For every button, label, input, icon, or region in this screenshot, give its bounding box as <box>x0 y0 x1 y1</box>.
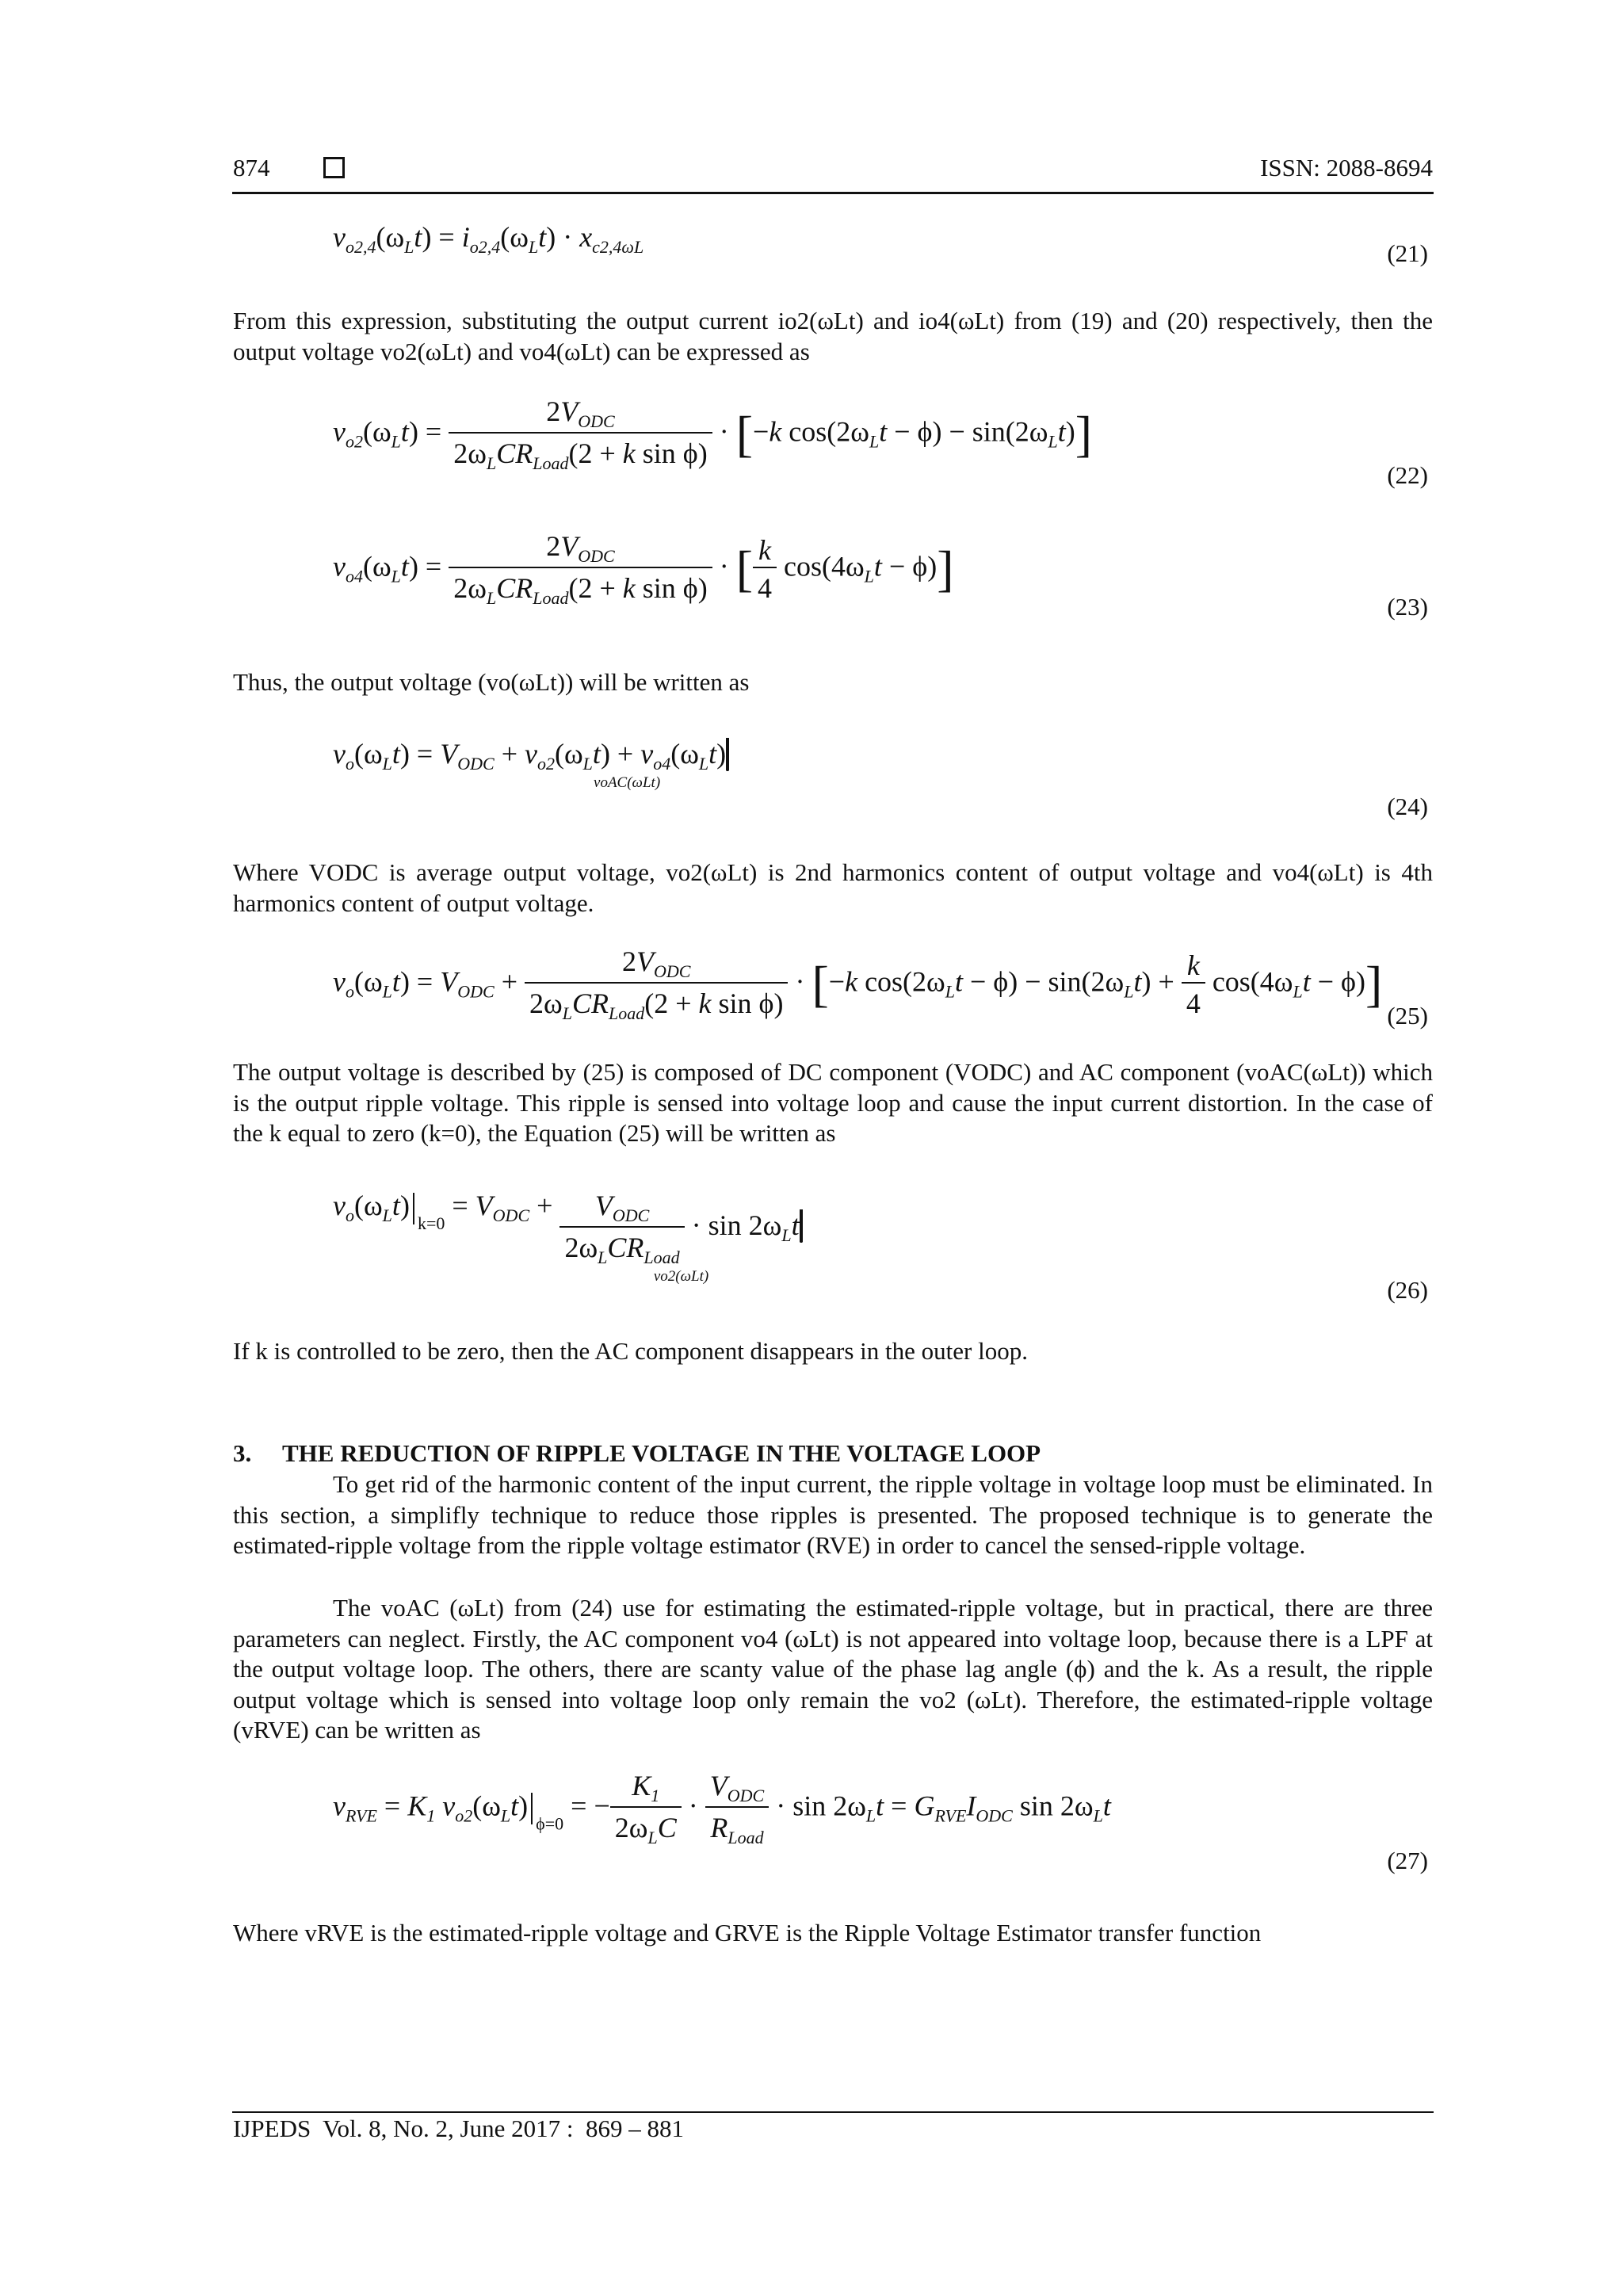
paragraph: The voAC (ωLt) from (24) use for estimating the estimated-ripple voltage, but in practical, there are three parameters can neglect. Firstly, the AC component vo4 (ωLt) is not appeared into voltage loop, because there is a LPF at the output voltage loop. The others, there are scanty value of the phase lag angle (ϕ) and the k. As a result, the ripple output voltage which is sensed into voltage loop only remain the vo2 (ωLt). Therefore, the estimated-ripple voltage (vRVE) can be written as <box>233 1594 1433 1744</box>
equation-27: $v_{RVE} = K_1$ $v_{o2}(\omega_Lt)_{\phi=0}$ = − $\frac{K_1}{2\omega_LC}$ · $\frac{V_{ODC}}{R_{Load}}$ · $\sin 2\omega_Lt = G_{RVE}I_{ODC}$ $\sin 2\omega_Lt$ <box>333 1770 1111 1847</box>
header-square-icon <box>323 157 345 178</box>
equation-number: (23) <box>1387 593 1428 621</box>
equation-number: (26) <box>1387 1276 1428 1304</box>
header-rule <box>232 192 1434 194</box>
issn: ISSN: 2088-8694 <box>1260 154 1433 181</box>
equation-number: (24) <box>1387 793 1428 820</box>
underbrace-label: vo2(ωLt) <box>653 1268 709 1285</box>
equation-number: (21) <box>1387 239 1428 267</box>
page-number: 874 <box>233 154 270 181</box>
paragraph: From this expression, substituting the output current io2(ωLt) and io4(ωLt) from (19) and (20) respectively, then the output voltage vo2(ωLt) and vo4(ωLt) can be expressed as <box>233 307 1433 365</box>
equation-22: $v_{o2}(\omega_Lt)$ = $\frac{2V_{ODC}}{2\omega_LCR_{Load}(2 + k \sin \phi)}$ · [−k $\cos(2\omega_Lt - \phi) - \sin(2\omega_Lt)$] <box>333 395 1093 473</box>
equation-23: $v_{o4}(\omega_Lt)$ = $\frac{2V_{ODC}}{2\omega_LCR_{Load}(2 + k \sin \phi)}$ · [ $\frac{k}{4}$ $\cos(4\omega_Lt - \phi)$] <box>333 530 954 608</box>
paragraph: Where vRVE is the estimated-ripple voltage and GRVE is the Ripple Voltage Estimator transfer function <box>233 1919 1262 1946</box>
underbrace-label: voAC(ωLt) <box>594 774 661 791</box>
section-number: 3. <box>233 1439 252 1467</box>
equation-26: $v_o(\omega_Lt)_{k=0} = V_{ODC}$ + $\frac{V_{ODC}}{2\omega_LCR_{Load}}$ · $\sin 2\omega_Lt$ vo2(ωLt) <box>333 1189 803 1286</box>
equation-number: (25) <box>1387 1002 1428 1030</box>
footer-rule <box>232 2111 1434 2113</box>
paragraph: If k is controlled to be zero, then the AC component disappears in the outer loop. <box>233 1337 1028 1365</box>
equation-number: (27) <box>1387 1847 1428 1874</box>
equation-number: (22) <box>1387 461 1428 489</box>
equation-21: $v_{o2,4}(\omega_Lt) = i_{o2,4}(\omega_Lt) \cdot x_{c2,4\omega L}$ <box>333 221 644 257</box>
footer-citation: IJPEDS Vol. 8, No. 2, June 2017 : 869 – 881 <box>233 2115 684 2142</box>
paragraph: Thus, the output voltage (vo(ωLt)) will be written as <box>233 668 750 696</box>
paragraph: To get rid of the harmonic content of the input current, the ripple voltage in voltage loop must be eliminated. In this section, a simplifly technique to reduce those ripples is presented. The proposed technique is to generate the estimated-ripple voltage from the ripple voltage estimator (RVE) in order to cancel the sensed-ripple voltage. <box>233 1470 1433 1559</box>
section-title: THE REDUCTION OF RIPPLE VOLTAGE IN THE VOLTAGE LOOP <box>282 1439 1041 1467</box>
paragraph: The output voltage is described by (25) is composed of DC component (VODC) and AC component (voAC(ωLt)) which is the output ripple voltage. This ripple is sensed into voltage loop and cause the input current distortion. In the case of the k equal to zero (k=0), the Equation (25) will be written as <box>233 1058 1433 1147</box>
paragraph: Where VODC is average output voltage, vo2(ωLt) is 2nd harmonics content of output voltage and vo4(ωLt) is 4th harmonics content of output voltage. <box>233 858 1433 917</box>
equation-24: $v_o(\omega_Lt) = V_{ODC} + v_{o2}(\omega_Lt) + v_{o4}(\omega_Lt)$ voAC(ωLt) <box>333 737 729 792</box>
equation-25: $v_o(\omega_Lt) = V_{ODC}$ + $\frac{2V_{ODC}}{2\omega_LCR_{Load}(2 + k \sin \phi)}$ · [−k $\cos(2\omega_Lt - \phi) - \sin(2\omega_Lt)$ + $\frac{k}{4}$ $\cos(4\omega_Lt - \phi)$] <box>333 946 1383 1023</box>
section-heading <box>233 1439 1041 1468</box>
